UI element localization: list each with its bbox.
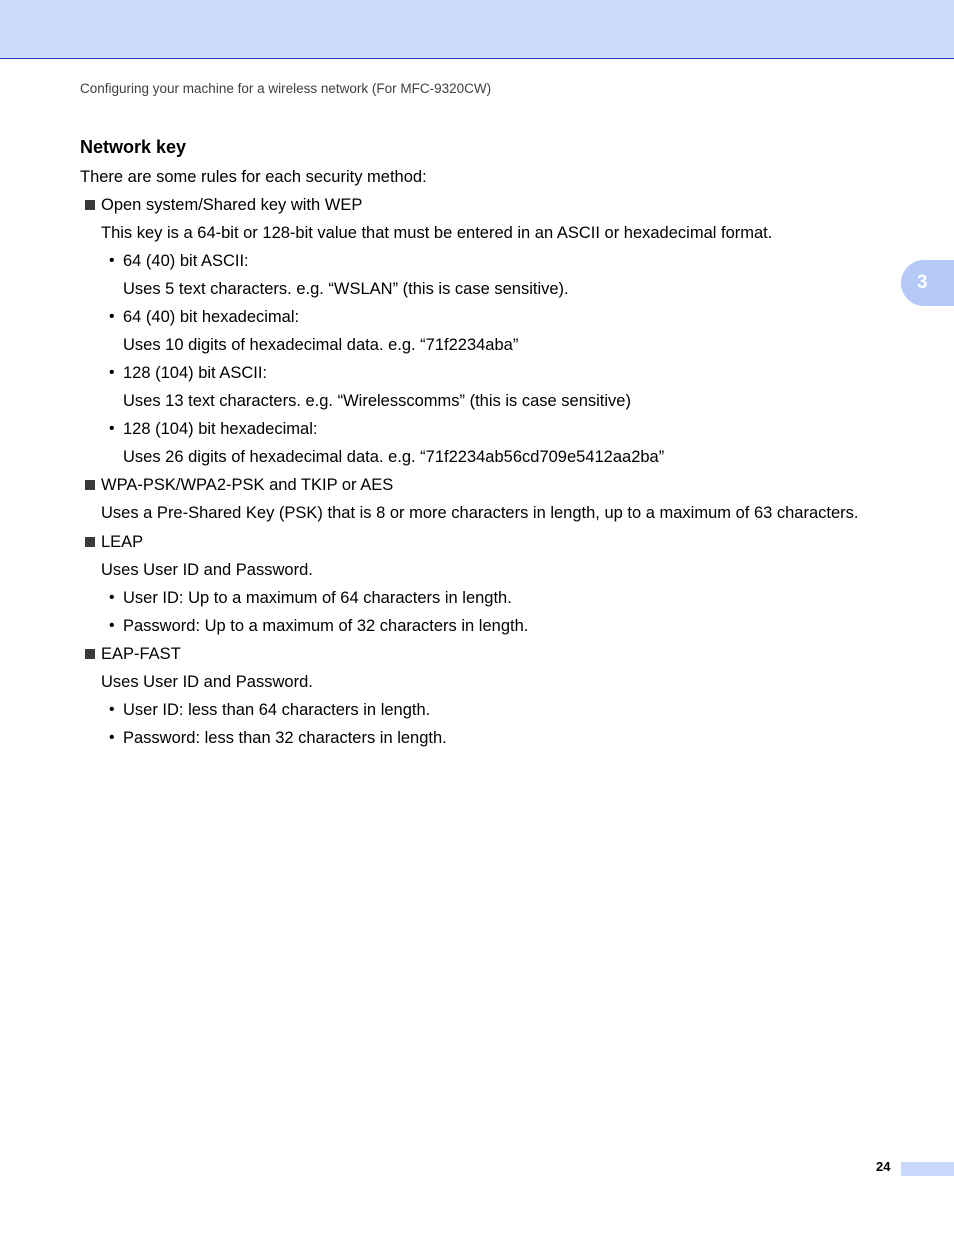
list-item: User ID: Up to a maximum of 64 characters in length. bbox=[123, 589, 512, 607]
list-item: 128 (104) bit hexadecimal: bbox=[123, 420, 318, 438]
method-title: Open system/Shared key with WEP bbox=[101, 196, 363, 214]
header-band bbox=[0, 0, 954, 59]
bullet-icon: • bbox=[109, 420, 115, 437]
method-title: LEAP bbox=[101, 533, 144, 551]
bullet-icon: • bbox=[109, 729, 115, 746]
method-description: Uses User ID and Password. bbox=[101, 673, 313, 691]
running-header: Configuring your machine for a wireless network (For MFC-9320CW) bbox=[80, 81, 492, 96]
bullet-icon: • bbox=[109, 617, 115, 634]
page-number: 24 bbox=[876, 1159, 891, 1174]
list-item: 64 (40) bit hexadecimal: bbox=[123, 308, 300, 326]
bullet-icon: • bbox=[109, 589, 115, 606]
bullet-icon: • bbox=[109, 364, 115, 381]
section-title: Network key bbox=[80, 137, 187, 157]
bullet-icon: • bbox=[109, 308, 115, 325]
list-item-detail: Uses 26 digits of hexadecimal data. e.g. “71f2234ab56cd709e5412aa2ba” bbox=[123, 448, 665, 466]
method-title: WPA-PSK/WPA2-PSK and TKIP or AES bbox=[101, 476, 394, 494]
method-description: This key is a 64-bit or 128-bit value that must be entered in an ASCII or hexadecimal format. bbox=[101, 224, 773, 242]
method-description: Uses a Pre-Shared Key (PSK) that is 8 or more characters in length, up to a maximum of 63 characters. bbox=[101, 504, 859, 522]
list-item: 128 (104) bit ASCII: bbox=[123, 364, 267, 382]
section-intro: There are some rules for each security method: bbox=[80, 168, 427, 186]
list-item: User ID: less than 64 characters in length. bbox=[123, 701, 431, 719]
bullet-icon: • bbox=[109, 701, 115, 718]
list-item-detail: Uses 5 text characters. e.g. “WSLAN” (this is case sensitive). bbox=[123, 280, 569, 298]
square-bullet-icon bbox=[85, 537, 95, 547]
list-item-detail: Uses 13 text characters. e.g. “Wirelesscomms” (this is case sensitive) bbox=[123, 392, 631, 410]
footer-bar bbox=[901, 1162, 954, 1176]
square-bullet-icon bbox=[85, 480, 95, 490]
bullet-icon: • bbox=[109, 252, 115, 269]
list-item-detail: Uses 10 digits of hexadecimal data. e.g. “71f2234aba” bbox=[123, 336, 519, 354]
method-title: EAP-FAST bbox=[101, 645, 181, 663]
list-item: Password: Up to a maximum of 32 characters in length. bbox=[123, 617, 529, 635]
method-description: Uses User ID and Password. bbox=[101, 561, 313, 579]
chapter-tab: 3 bbox=[901, 260, 954, 306]
list-item: 64 (40) bit ASCII: bbox=[123, 252, 249, 270]
square-bullet-icon bbox=[85, 649, 95, 659]
list-item: Password: less than 32 characters in length. bbox=[123, 729, 447, 747]
square-bullet-icon bbox=[85, 200, 95, 210]
